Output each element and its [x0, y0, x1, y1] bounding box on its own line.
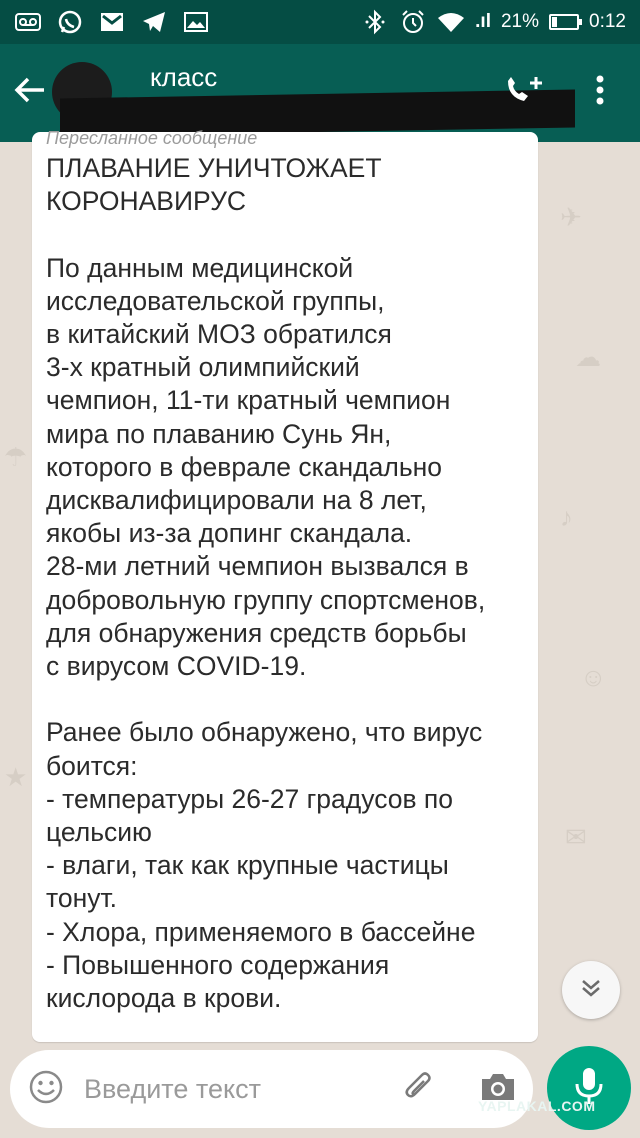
attach-icon	[403, 1070, 437, 1109]
gmail-icon	[98, 8, 126, 36]
message-line: якобы из-за допинг скандала.	[46, 518, 413, 549]
message-line: для обнаружения средств борьбы	[46, 617, 467, 648]
bluetooth-icon	[361, 8, 389, 36]
message-line: КОРОНАВИРУС	[46, 186, 247, 217]
forwarded-label: Пересланное сообщение	[46, 128, 258, 148]
chat-area[interactable]	[0, 128, 640, 1042]
chevron-double-down-icon	[580, 978, 602, 1003]
telegram-icon	[140, 8, 168, 36]
wallpaper-doodle-icon: ☂	[4, 442, 28, 472]
battery-percentage: 21%	[500, 11, 540, 32]
message-line: в китайский МОЗ обратился	[46, 319, 392, 349]
message-line: дисквалифицировали на 8 лет,	[46, 485, 427, 516]
message-line: добровольную группу спортсменов,	[46, 584, 486, 615]
wallpaper-doodle-icon: ♪	[560, 502, 573, 532]
wallpaper-doodle-icon: ✈	[560, 202, 582, 232]
back-arrow-icon	[14, 76, 46, 109]
message-line: 3-х кратный олимпийский	[46, 352, 360, 383]
message-line: кислорода в крови.	[46, 983, 282, 1014]
back-button[interactable]	[8, 70, 52, 114]
message-line: - температуры 26-27 градусов по	[46, 783, 454, 814]
add-call-button[interactable]	[498, 72, 550, 112]
message-line: тонут.	[46, 883, 118, 914]
message-line: с вирусом COVID-19.	[46, 651, 307, 682]
signal-icon: .ıl	[475, 11, 491, 32]
message-bubble[interactable]	[32, 128, 538, 1042]
emoji-icon	[28, 1069, 64, 1110]
gallery-icon	[182, 8, 210, 36]
message-line: которого в феврале скандально	[46, 451, 443, 482]
emoji-button[interactable]	[24, 1067, 68, 1111]
compose-bar	[10, 1050, 533, 1128]
message-blank-line	[46, 683, 536, 716]
message-line: 28-ми летний чемпион вызвался в	[46, 551, 469, 582]
add-call-icon	[502, 73, 546, 112]
chat-title[interactable]: класс	[150, 62, 218, 92]
voice-record-button[interactable]	[547, 1046, 631, 1130]
wallpaper-doodle-icon: ✉	[565, 822, 587, 852]
message-line: цельсию	[46, 817, 152, 848]
scroll-to-bottom-button[interactable]	[562, 961, 620, 1019]
more-options-button[interactable]	[582, 72, 618, 112]
wallpaper-doodle-icon: ☁	[575, 342, 601, 372]
message-line: Ранее было обнаружено, что вирус	[46, 717, 483, 748]
watermark: YAPLAKAL.COM	[478, 1098, 596, 1114]
message-line: мира по плаванию Сунь Ян,	[46, 418, 392, 449]
clock: 0:12	[589, 11, 626, 32]
wifi-icon	[437, 8, 465, 36]
alarm-icon	[399, 8, 427, 36]
message-text	[46, 152, 536, 1015]
wallpaper-doodle-icon: ☺	[580, 662, 607, 692]
message-line: - Хлора, применяемого в бассейне	[46, 916, 476, 947]
message-line: чемпион, 11-ти кратный чемпион	[46, 385, 451, 416]
voicemail-icon	[14, 8, 42, 36]
message-line: По данным медицинской	[46, 252, 354, 283]
wallpaper-doodle-icon: ★	[4, 762, 28, 792]
message-blank-line	[46, 218, 536, 251]
message-line: исследовательской группы,	[46, 285, 385, 316]
whatsapp-icon	[56, 8, 84, 36]
message-line: - Повышенного содержания	[46, 949, 390, 980]
message-input[interactable]	[84, 1064, 384, 1114]
more-vert-icon	[595, 75, 605, 110]
message-line: боится:	[46, 750, 138, 781]
battery-icon	[549, 14, 579, 30]
attach-button[interactable]	[398, 1067, 442, 1111]
message-line: ПЛАВАНИЕ УНИЧТОЖАЕТ	[46, 153, 382, 183]
message-line: - влаги, так как крупные частицы	[46, 850, 449, 881]
status-bar	[0, 0, 640, 44]
